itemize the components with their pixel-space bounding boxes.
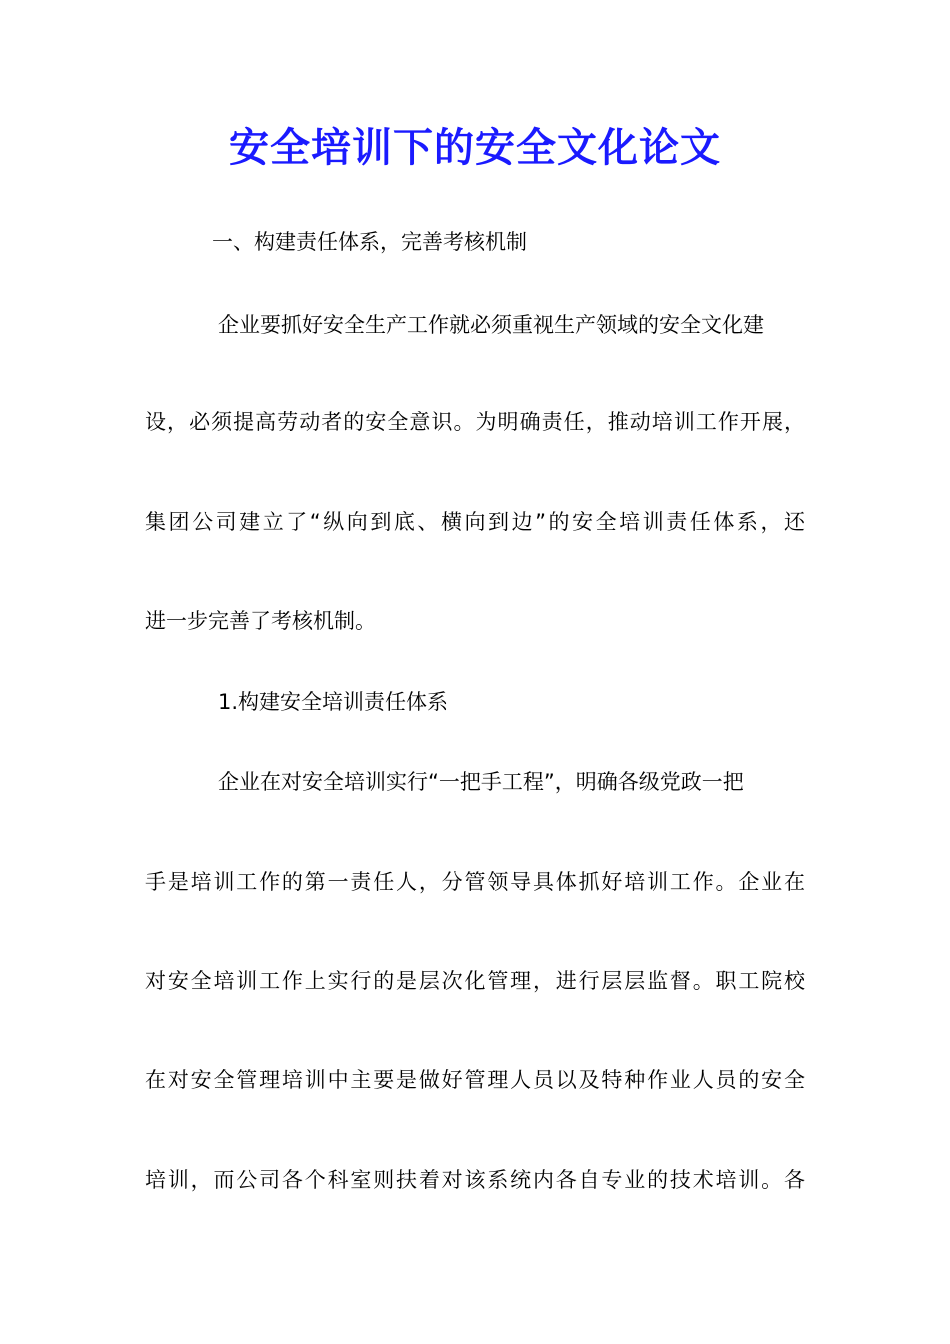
section-heading: 一、构建责任体系，完善考核机制 (212, 230, 527, 254)
paragraph-line: 进一步完善了考核机制。 (145, 609, 376, 633)
paragraph-line: 在对安全管理培训中主要是做好管理人员以及特种作业人员的安全 (145, 1068, 805, 1092)
subsection-heading: 1.构建安全培训责任体系 (218, 690, 449, 714)
paragraph-line: 企业要抓好安全生产工作就必须重视生产领域的安全文化建 (218, 313, 764, 337)
document-title: 安全培训下的安全文化论文 (229, 124, 721, 171)
paragraph-line: 手是培训工作的第一责任人，分管领导具体抓好培训工作。企业在 (145, 870, 805, 894)
paragraph-line: 设，必须提高劳动者的安全意识。为明确责任，推动培训工作开展， (145, 410, 805, 434)
paragraph-line: 培训，而公司各个科室则扶着对该系统内各自专业的技术培训。各 (145, 1168, 805, 1192)
paragraph-line: 企业在对安全培训实行“一把手工程”，明确各级党政一把 (218, 770, 744, 794)
paragraph-line: 集团公司建立了“纵向到底、横向到边”的安全培训责任体系，还 (145, 510, 805, 534)
paragraph-line: 对安全培训工作上实行的是层次化管理，进行层层监督。职工院校 (145, 969, 805, 993)
